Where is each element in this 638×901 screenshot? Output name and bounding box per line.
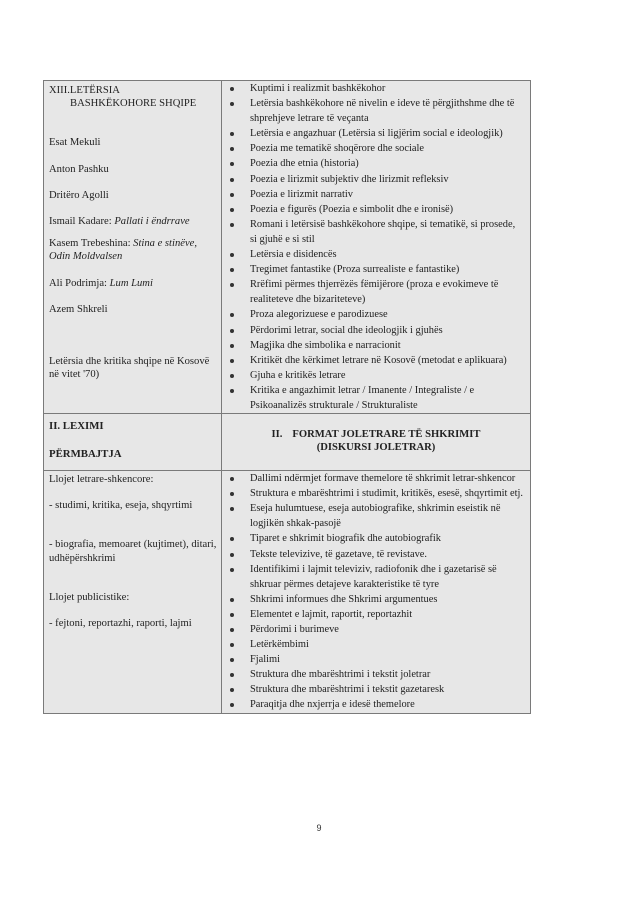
list-item: Paraqitja dhe nxjerrja e idesë themelore <box>222 697 524 712</box>
list-item: Kritikët dhe kërkimet letrare në Kosovë (metodat e aplikuara) <box>222 353 524 368</box>
table-row <box>44 81 531 414</box>
list-item: Struktura e mbarështrimi i studimit, kritikës, esesë, shqyrtimit etj. <box>222 486 524 501</box>
list-item: Elementet e lajmit, raportit, reportazhit <box>222 607 524 622</box>
list-item: Përdorimi letrar, social dhe ideologjik i gjuhës <box>222 323 524 338</box>
list-item: Identifikimi i lajmit televiziv, radiofonik dhe i gazetarisë së shkruar përmes detajeve karakteristike të tyre <box>222 562 524 592</box>
author-item: Anton Pashku <box>49 163 109 175</box>
table-row <box>44 471 531 714</box>
literary-heading: Llojet letrare-shkencore: <box>49 474 154 486</box>
list-item: Tregimet fantastike (Proza surrealiste e fantastike) <box>222 262 524 277</box>
list-item: Letërsia e disidencës <box>222 247 524 262</box>
list-item: Proza alegorizuese e parodizuese <box>222 307 524 322</box>
author-item: Ali Podrimja: Lum Lumi <box>49 277 153 289</box>
list-item: Rrëfimi përmes thjerrëzës fëmijërore (proza e evokimeve të realiteteve dhe bizariteteve) <box>222 277 524 307</box>
author-item: Esat Mekuli <box>49 137 101 149</box>
bullet-list <box>222 471 530 713</box>
author-item: Azem Shkreli <box>49 303 108 315</box>
literary-item: - studimi, kritika, eseja, shqyrtimi <box>49 500 193 512</box>
list-item: Magjika dhe simbolika e narracionit <box>222 338 524 353</box>
bullet-list <box>222 81 530 413</box>
list-item: Kuptimi i realizmit bashkëkohor <box>222 81 524 96</box>
list-item: Letërsia e angazhuar (Letërsia si ligjërim social e ideologjik) <box>222 126 524 141</box>
content-label: PËRMBAJTJA <box>49 448 122 461</box>
section-title-line2: BASHKËKOHORE SHQIPE <box>70 98 197 110</box>
list-item: Struktura dhe mbarështrimi i tekstit gazetaresk <box>222 682 524 697</box>
list-item: Kritika e angazhimit letrar / Imanente / Integraliste / e Psikoanalizës strukturale / Strukturaliste <box>222 383 524 413</box>
right-cell <box>222 471 531 714</box>
reading-title: II. LEXIMI <box>49 420 104 433</box>
curriculum-table <box>43 80 531 714</box>
list-item: Gjuha e kritikës letrare <box>222 368 524 383</box>
section-title: XIII.LETËRSIA <box>49 85 120 96</box>
author-item: Ismail Kadare: Pallati i ëndrrave <box>49 216 190 228</box>
list-item: Fjalimi <box>222 652 524 667</box>
left-cell <box>44 81 222 414</box>
right-cell <box>222 81 531 414</box>
list-item: Shkrimi informues dhe Shkrimi argumentues <box>222 592 524 607</box>
list-item: Poezia e lirizmit narrativ <box>222 187 524 202</box>
list-item: Letërsia bashkëkohore në nivelin e ideve të përgjithshme dhe të shprehjeve letrare të veçanta <box>222 96 524 126</box>
page-number: 9 <box>316 823 322 833</box>
publicistic-heading: Llojet publicistike: <box>49 591 130 603</box>
left-cell <box>44 414 222 471</box>
list-item: Romani i letërsisë bashkëkohore shqipe, si tematikë, si prosede, si gjuhë e si stil <box>222 217 524 247</box>
right-cell <box>222 414 531 471</box>
list-item: Poezia me tematikë shoqërore dhe sociale <box>222 141 524 156</box>
list-item: Struktura dhe mbarështrimi i tekstit joletrar <box>222 667 524 682</box>
table-row <box>44 414 531 471</box>
list-item: Tiparet e shkrimit biografik dhe autobiografik <box>222 531 524 546</box>
list-item: Poezia dhe etnia (historia) <box>222 156 524 171</box>
author-item: Kasem Trebeshina: Stina e stinëve, Odin Moldvalsen <box>49 238 197 263</box>
author-item: Dritëro Agolli <box>49 189 109 201</box>
publicistic-item: - fejtoni, reportazhi, raporti, lajmi <box>49 618 192 630</box>
list-item: Eseja hulumtuese, eseja autobiografike, shkrimin eseistik në logjikën shkak-pasojë <box>222 501 524 531</box>
list-item: Përdorimi i burimeve <box>222 622 524 637</box>
literary-item: - biografia, memoaret (kujtimet), ditari, udhëpërshkrimi <box>49 539 217 564</box>
forms-subtitle: (DISKURSI JOLETRAR) <box>316 442 436 454</box>
list-item: Letërkëmbimi <box>222 637 524 652</box>
left-cell <box>44 471 222 714</box>
list-item: Poezia e figurës (Poezia e simbolit dhe e ironisë) <box>222 202 524 217</box>
kosovo-note: Letërsia dhe kritika shqipe në Kosovë në vitet '70) <box>49 356 210 381</box>
list-item: Tekste televizive, të gazetave, të revistave. <box>222 547 524 562</box>
list-item: Poezia e lirizmit subjektiv dhe lirizmit refleksiv <box>222 172 524 187</box>
list-item: Dallimi ndërmjet formave themelore të shkrimit letrar-shkencor <box>222 471 524 486</box>
forms-title: II. FORMAT JOLETRARE TË SHKRIMIT <box>271 429 481 441</box>
